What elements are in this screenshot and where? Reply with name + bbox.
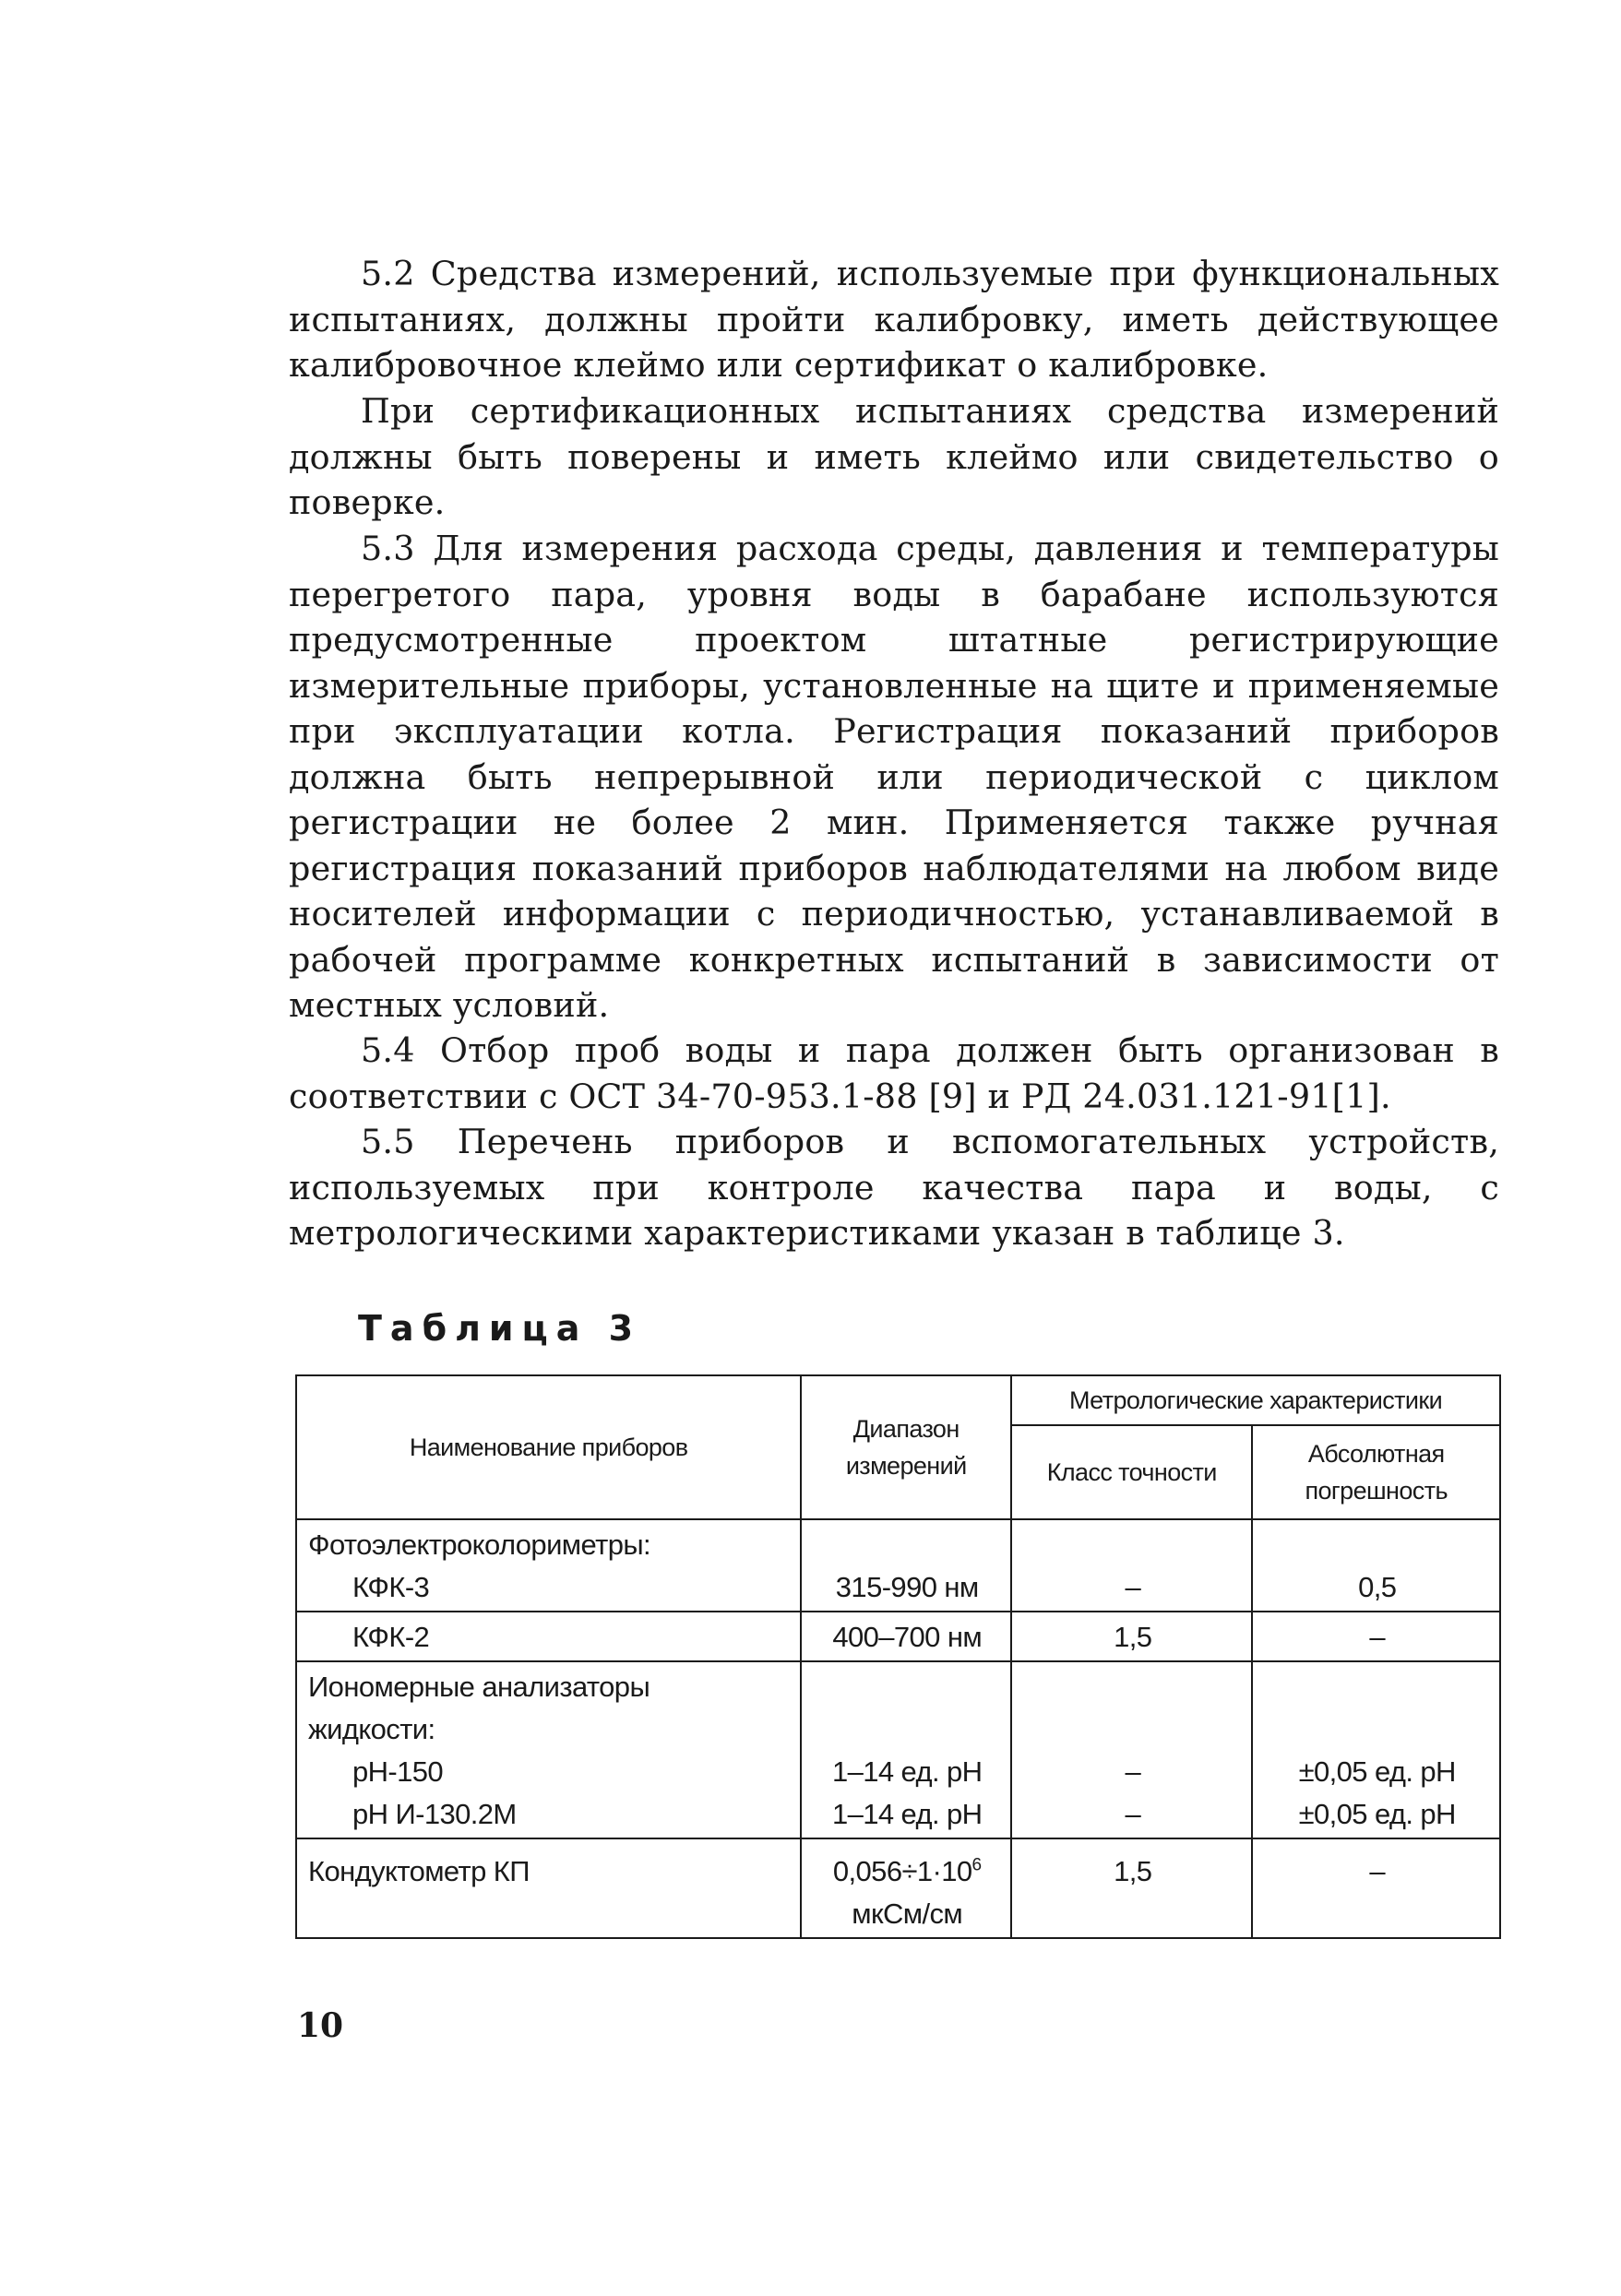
device-name: КФК-3 (352, 1571, 430, 1603)
cell-class: 1,5 (1011, 1612, 1252, 1661)
cell-range: 315-990 нм (801, 1519, 1011, 1612)
group-title: Фотоэлектроколориметры: (308, 1529, 651, 1561)
cell-error: 0,5 (1252, 1519, 1500, 1612)
table-row (296, 1838, 1500, 1938)
error-value: ±0,05 ед. рН (1298, 1755, 1456, 1788)
instruments-table (295, 1374, 1501, 1939)
cell-class: – (1011, 1519, 1252, 1612)
header-abs-error: Абсолютная погрешность (1252, 1425, 1500, 1519)
cell-range: 400–700 нм (801, 1612, 1011, 1661)
class-value: – (1125, 1798, 1141, 1830)
range-value: 1–14 ед. рН (831, 1755, 983, 1788)
range-exponent: 6 (971, 1855, 982, 1875)
table-row (296, 1661, 1500, 1838)
cell-name: Кондуктометр КП (296, 1838, 801, 1938)
cell-name (296, 1661, 801, 1838)
paragraph-5-3: 5.3 Для измерения расхода среды, давления и температуры перегретого пара, уровня воды в барабане используются предусмотренные проектом штатные регистрирующие измерительные приборы, установленные на щите и применяемые при эксплуатации котла. Регистрация показаний приборов должна быть непрерывной или периодической с циклом регистрации не более 2 мин. Применяется также ручная регистрация показаний приборов наблюдателями на любом виде носителей информации с периодичностью, устанавливаемой в рабочей программе конкретных испытаний в зависимости от местных условий. (289, 529, 1499, 1025)
table-header-row (296, 1375, 1500, 1425)
header-name: Наименование приборов (296, 1375, 801, 1519)
cell-range (801, 1661, 1011, 1838)
paragraph-5-5: 5.5 Перечень приборов и вспомогательных устройств, используемых при контроле качества пара и воды, с метрологическими характеристиками указан в таблице 3. (289, 1122, 1499, 1253)
cell-error: – (1252, 1838, 1500, 1938)
cell-error (1252, 1661, 1500, 1838)
error-value: ±0,05 ед. рН (1298, 1798, 1456, 1830)
paragraph-5-2: 5.2 Средства измерений, используемые при функциональных испытаниях, должны пройти калибровку, иметь действующее калибровочное клеймо или сертификат о калибровке. (289, 254, 1499, 385)
cell-class: 1,5 (1011, 1838, 1252, 1938)
range-unit: мкСм/см (852, 1897, 963, 1930)
paragraph-5-4: 5.4 Отбор проб воды и пара должен быть организован в соответствии с ОСТ 34-70-953.1-88 [9] и РД 24.031.121-91[1]. (289, 1030, 1499, 1116)
table-row (296, 1612, 1500, 1661)
header-range: Диапазон измерений (801, 1375, 1011, 1519)
device-name: рН-150 (352, 1755, 444, 1788)
range-value: 0,056÷1·10 (832, 1855, 972, 1887)
table-caption: Таблица 3 (358, 1308, 642, 1349)
class-value: – (1125, 1755, 1141, 1788)
page-number: 10 (297, 2006, 344, 2045)
header-accuracy-class: Класс точности (1011, 1425, 1252, 1519)
cell-range (801, 1838, 1011, 1938)
cell-class (1011, 1661, 1252, 1838)
table-row (296, 1519, 1500, 1612)
paragraph-certification: При сертификационных испытаниях средства измерений должны быть поверены и иметь клеймо или свидетельство о поверке. (289, 391, 1499, 522)
device-name: КФК-2 (352, 1621, 430, 1653)
header-metrological: Метрологические характеристики (1011, 1375, 1500, 1425)
cell-error: – (1252, 1612, 1500, 1661)
cell-name (296, 1519, 801, 1612)
cell-name (296, 1612, 801, 1661)
range-value: 1–14 ед. рН (831, 1798, 983, 1830)
device-name: рН И-130.2М (352, 1798, 517, 1830)
group-title: Иономерные анализаторы жидкости: (308, 1671, 650, 1745)
